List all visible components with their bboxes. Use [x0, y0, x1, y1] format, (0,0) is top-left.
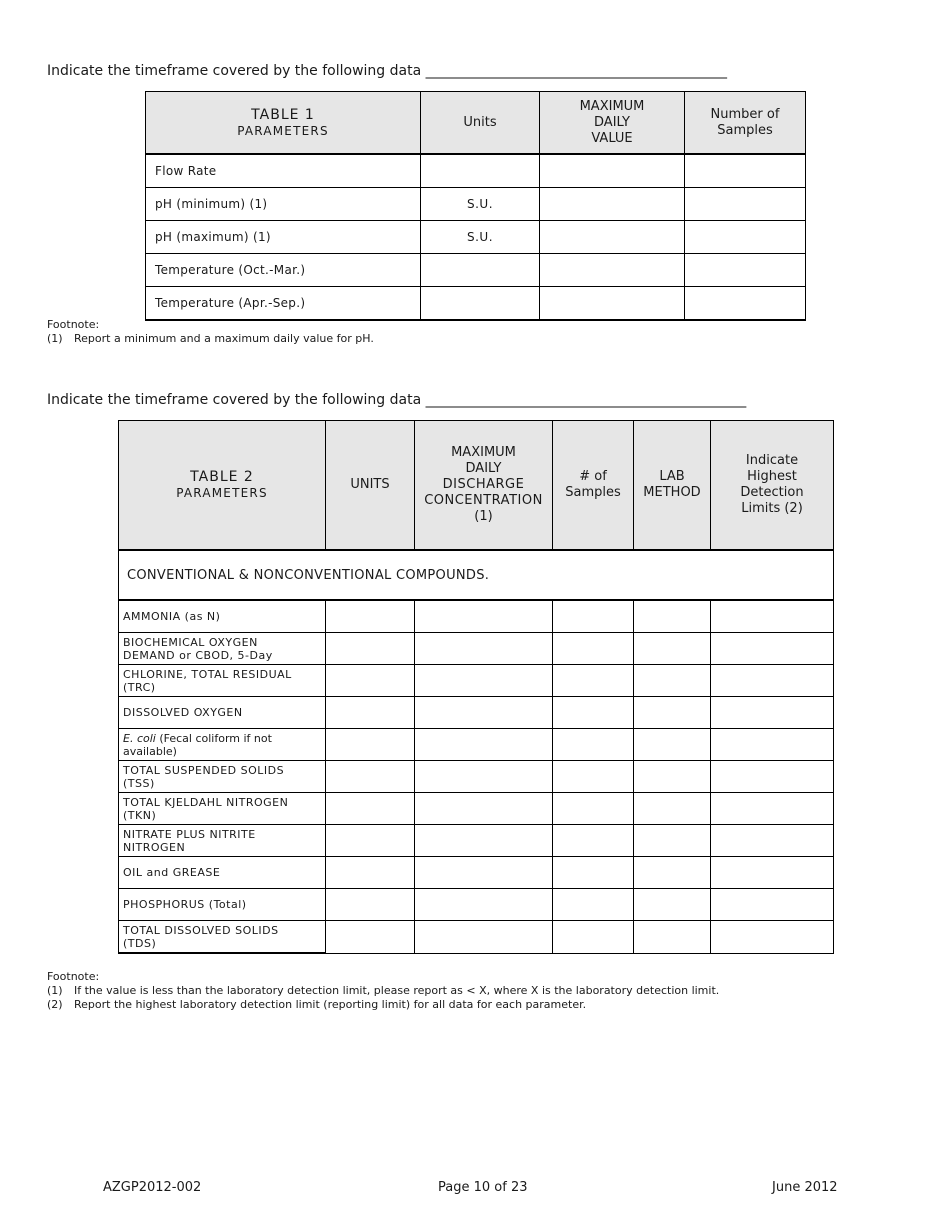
table-2 — [118, 420, 834, 954]
section-heading: CONVENTIONAL & NONCONVENTIONAL COMPOUNDS. — [119, 550, 834, 600]
units-cell[interactable] — [326, 761, 415, 793]
lab-method-cell[interactable] — [634, 793, 711, 825]
parameter-name: Temperature (Oct.-Mar.) — [146, 254, 421, 287]
table-row — [146, 188, 806, 221]
table-1-samples-header — [685, 92, 806, 155]
timeframe-blank-field[interactable]: _______________________________________________ — [425, 63, 727, 79]
number-of-samples-cell[interactable] — [685, 287, 806, 321]
max-discharge-cell[interactable] — [415, 793, 553, 825]
max-discharge-cell[interactable] — [415, 761, 553, 793]
units-cell: S.U. — [421, 188, 540, 221]
timeframe-line-2 — [47, 392, 746, 408]
parameter-name — [119, 761, 326, 793]
max-daily-value-cell[interactable] — [540, 154, 685, 188]
footnote-item — [47, 998, 719, 1012]
footnote-number: (1) — [47, 984, 63, 997]
table-row — [146, 221, 806, 254]
detection-limit-cell[interactable] — [711, 761, 834, 793]
footer-page-number: Page 10 of 23 — [438, 1180, 528, 1195]
header-line: Limits (2) — [741, 501, 803, 516]
table-2-max-discharge-header — [415, 421, 553, 551]
table-row — [119, 665, 834, 697]
footnote-text: If the value is less than the laboratory detection limit, please report as < X, where X is the laboratory detection limit. — [74, 984, 720, 997]
table-2-parameters-header — [119, 421, 326, 551]
max-discharge-cell[interactable] — [415, 825, 553, 857]
footnote-text: Report the highest laboratory detection limit (reporting limit) for all data for each parameter. — [74, 998, 587, 1011]
param-line-1: TOTAL SUSPENDED SOLIDS — [123, 763, 285, 777]
table-2-detection-limits-header — [711, 421, 834, 551]
param-line-1: DISSOLVED OXYGEN — [123, 706, 243, 719]
table-row — [119, 697, 834, 729]
table-2-samples-header — [553, 421, 634, 551]
param-line-2: (TSS) — [123, 776, 155, 790]
units-cell[interactable] — [326, 793, 415, 825]
timeframe-label: Indicate the timeframe covered by the following data — [47, 392, 422, 408]
param-line-2: NITROGEN — [123, 840, 186, 854]
param-line-1: (Fecal coliform if not — [155, 731, 272, 745]
footnote-number: (1) — [47, 332, 63, 345]
detection-limit-cell[interactable] — [711, 825, 834, 857]
table-row — [119, 825, 834, 857]
section-row — [119, 550, 834, 600]
param-line-2: (TDS) — [123, 936, 157, 950]
parameter-name: pH (maximum) (1) — [146, 221, 421, 254]
param-line-1: CHLORINE, TOTAL RESIDUAL — [123, 667, 292, 681]
footer-doc-id: AZGP2012-002 — [103, 1180, 202, 1195]
lab-method-cell[interactable] — [634, 600, 711, 633]
param-line-1: TOTAL DISSOLVED SOLIDS — [123, 923, 279, 937]
header-line: (1) — [474, 509, 493, 524]
lab-method-cell[interactable] — [634, 697, 711, 729]
detection-limit-cell[interactable] — [711, 697, 834, 729]
table-row — [119, 921, 834, 954]
table-row — [146, 254, 806, 287]
footer-date: June 2012 — [772, 1180, 838, 1195]
max-daily-value-cell[interactable] — [540, 221, 685, 254]
table-2-title: TABLE 2 — [190, 469, 254, 485]
detection-limit-cell[interactable] — [711, 600, 834, 633]
param-line-2: (TKN) — [123, 808, 157, 822]
samples-cell[interactable] — [553, 633, 634, 665]
max-daily-value-cell[interactable] — [540, 188, 685, 221]
units-cell[interactable] — [421, 254, 540, 287]
parameter-name — [119, 793, 326, 825]
units-cell[interactable] — [326, 857, 415, 889]
footnote-item — [47, 332, 374, 346]
param-line-2: DEMAND or CBOD, 5-Day — [123, 648, 273, 662]
detection-limit-cell[interactable] — [711, 889, 834, 921]
footnote-2 — [47, 970, 719, 1012]
samples-cell[interactable] — [553, 761, 634, 793]
max-daily-value-cell[interactable] — [540, 254, 685, 287]
param-line-1: OIL and GREASE — [123, 866, 221, 879]
samples-cell[interactable] — [553, 600, 634, 633]
number-of-samples-cell[interactable] — [685, 188, 806, 221]
param-line-1: NITRATE PLUS NITRITE — [123, 827, 256, 841]
max-daily-value-cell[interactable] — [540, 287, 685, 321]
parameter-name — [119, 600, 326, 633]
header-line: Indicate — [745, 453, 799, 468]
lab-method-cell[interactable] — [634, 665, 711, 697]
header-line: DISCHARGE — [442, 477, 525, 492]
timeframe-label: Indicate the timeframe covered by the following data — [47, 63, 422, 79]
number-of-samples-cell[interactable] — [685, 254, 806, 287]
header-line: VALUE — [591, 130, 633, 146]
table-1-max-daily-header — [540, 92, 685, 155]
max-discharge-cell[interactable] — [415, 889, 553, 921]
max-discharge-cell[interactable] — [415, 921, 553, 954]
samples-cell[interactable] — [553, 729, 634, 761]
table-row — [119, 633, 834, 665]
max-discharge-cell[interactable] — [415, 665, 553, 697]
header-line: Samples — [565, 485, 621, 500]
lab-method-cell[interactable] — [634, 729, 711, 761]
header-line: CONCENTRATION — [424, 493, 543, 508]
units-cell[interactable] — [326, 633, 415, 665]
max-discharge-cell[interactable] — [415, 857, 553, 889]
footnote-number: (2) — [47, 998, 63, 1011]
table-row — [119, 889, 834, 921]
detection-limit-cell[interactable] — [711, 793, 834, 825]
param-line-1: PHOSPHORUS (Total) — [123, 898, 247, 911]
table-row — [119, 600, 834, 633]
detection-limit-cell[interactable] — [711, 921, 834, 954]
table-row — [119, 729, 834, 761]
table-row — [119, 761, 834, 793]
number-of-samples-cell[interactable] — [685, 221, 806, 254]
samples-cell[interactable] — [553, 825, 634, 857]
header-line: Detection — [740, 485, 804, 500]
parameter-name: Flow Rate — [146, 154, 421, 188]
parameter-name — [119, 697, 326, 729]
header-line: Samples — [717, 122, 773, 138]
footnote-title: Footnote: — [47, 318, 100, 331]
table-1-parameters-header — [146, 92, 421, 155]
detection-limit-cell[interactable] — [711, 857, 834, 889]
header-line: Number of — [710, 106, 780, 122]
parameter-name — [119, 633, 326, 665]
table-2-units-header: UNITS — [326, 421, 415, 551]
units-cell[interactable] — [326, 921, 415, 954]
samples-cell[interactable] — [553, 793, 634, 825]
lab-method-cell[interactable] — [634, 857, 711, 889]
timeframe-line-1 — [47, 63, 726, 79]
units-cell[interactable] — [326, 729, 415, 761]
header-line: Highest — [747, 469, 797, 484]
lab-method-cell[interactable] — [634, 921, 711, 954]
header-line: DAILY — [594, 114, 630, 130]
footnote-1 — [47, 318, 374, 346]
param-line-2: (TRC) — [123, 680, 156, 694]
max-discharge-cell[interactable] — [415, 600, 553, 633]
parameter-name — [119, 665, 326, 697]
table-1-title: TABLE 1 — [251, 106, 315, 123]
table-1-units-header: Units — [421, 92, 540, 155]
lab-method-cell[interactable] — [634, 633, 711, 665]
param-line-2: available) — [123, 744, 177, 758]
param-line-1: TOTAL KJELDAHL NITROGEN — [123, 795, 289, 809]
units-cell[interactable] — [326, 825, 415, 857]
samples-cell[interactable] — [553, 889, 634, 921]
units-cell[interactable] — [326, 600, 415, 633]
units-cell[interactable] — [421, 154, 540, 188]
units-cell[interactable] — [421, 287, 540, 321]
parameter-name — [119, 921, 326, 954]
footnote-text: Report a minimum and a maximum daily value for pH. — [74, 332, 374, 345]
parameter-name — [119, 857, 326, 889]
detection-limit-cell[interactable] — [711, 729, 834, 761]
samples-cell[interactable] — [553, 857, 634, 889]
parameter-name — [119, 889, 326, 921]
table-1-subtitle: PARAMETERS — [237, 123, 329, 138]
param-line-1: AMMONIA (as N) — [123, 610, 221, 623]
max-discharge-cell[interactable] — [415, 633, 553, 665]
lab-method-cell[interactable] — [634, 761, 711, 793]
samples-cell[interactable] — [553, 697, 634, 729]
max-discharge-cell[interactable] — [415, 697, 553, 729]
samples-cell[interactable] — [553, 921, 634, 954]
parameter-name — [119, 825, 326, 857]
detection-limit-cell[interactable] — [711, 665, 834, 697]
parameter-name: pH (minimum) (1) — [146, 188, 421, 221]
lab-method-cell[interactable] — [634, 889, 711, 921]
number-of-samples-cell[interactable] — [685, 154, 806, 188]
header-line: DAILY — [465, 461, 502, 476]
table-row — [146, 287, 806, 321]
max-discharge-cell[interactable] — [415, 729, 553, 761]
detection-limit-cell[interactable] — [711, 633, 834, 665]
units-cell: S.U. — [421, 221, 540, 254]
table-row — [119, 857, 834, 889]
units-cell[interactable] — [326, 665, 415, 697]
header-line: MAXIMUM — [579, 98, 645, 114]
units-cell[interactable] — [326, 889, 415, 921]
timeframe-blank-field[interactable]: __________________________________________________ — [425, 392, 746, 408]
param-italic: E. coli — [123, 731, 156, 745]
table-row — [119, 793, 834, 825]
table-row — [146, 154, 806, 188]
table-2-lab-method-header — [634, 421, 711, 551]
footnote-item — [47, 984, 719, 998]
header-line: METHOD — [643, 485, 701, 500]
parameter-name: Temperature (Apr.-Sep.) — [146, 287, 421, 321]
footnote-title: Footnote: — [47, 970, 100, 983]
table-2-subtitle: PARAMETERS — [176, 486, 268, 500]
param-line-1: BIOCHEMICAL OXYGEN — [123, 635, 258, 649]
header-line: MAXIMUM — [451, 445, 516, 460]
header-line: # of — [579, 469, 607, 484]
samples-cell[interactable] — [553, 665, 634, 697]
lab-method-cell[interactable] — [634, 825, 711, 857]
units-cell[interactable] — [326, 697, 415, 729]
header-line: LAB — [659, 469, 685, 484]
table-1 — [145, 91, 806, 321]
parameter-name — [119, 729, 326, 761]
